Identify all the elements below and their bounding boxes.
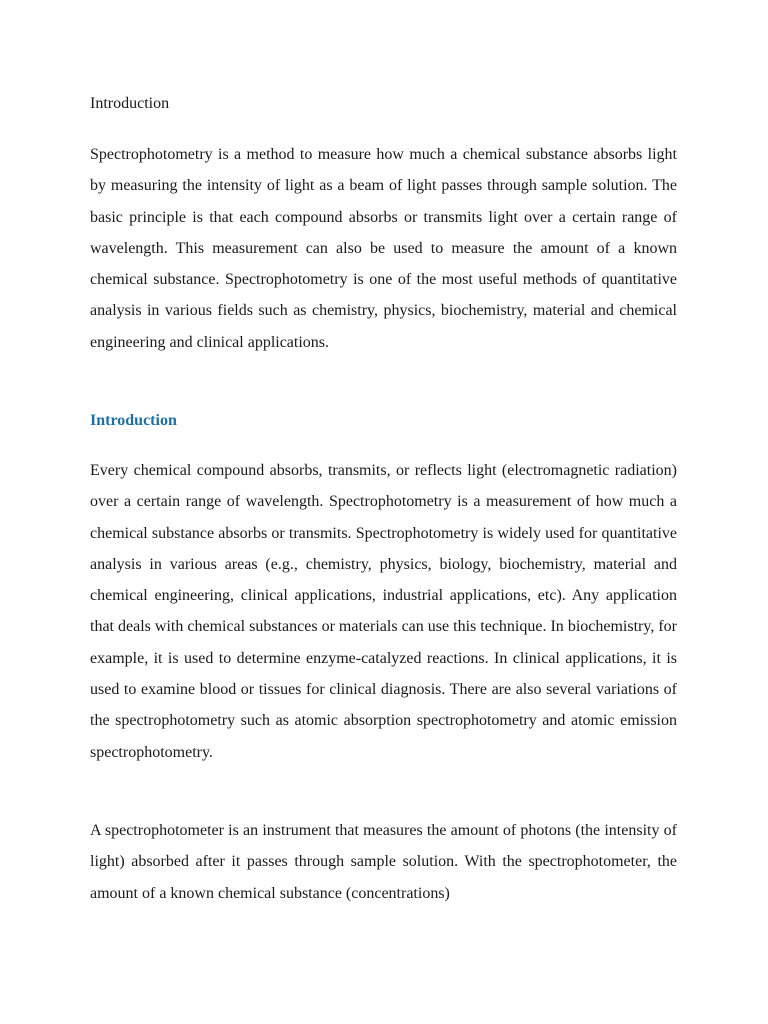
section-heading-plain: Introduction [90, 95, 170, 112]
paragraph-spectrophotometer: A spectrophotometer is an instrument that measures the amount of photons (the intensity of light) absorbed after it passes through sample solution. With the spectrophotometer, the amount of a known chemical substance (concentrations) [90, 822, 677, 902]
paragraph-intro: Spectrophotometry is a method to measure how much a chemical substance absorbs light by measuring the intensity of light as a beam of light passes through sample solution. The basic principle is that each compound absorbs or transmits light over a certain range of wavelength. This measurement can also be used to measure the amount of a known chemical substance. Spectrophotometry is one of the most useful methods of quantitative analysis in various fields such as chemistry, physics, biochemistry, material and chemical engineering and clinical applications. [90, 146, 677, 351]
section-heading-accent: Introduction [90, 412, 177, 429]
paragraph-body: Every chemical compound absorbs, transmits, or reflects light (electromagnetic radiation) over a certain range of wavelength. Spectrophotometry is a measurement of how much a chemical substance absorbs or transmits. Spectrophotometry is widely used for quantitative analysis in various areas (e.g., chemistry, physics, biology, biochemistry, material and chemical engineering, clinical applications, industrial applications, etc). Any application that deals with chemical substances or materials can use this technique. In biochemistry, for example, it is used to determine enzyme-catalyzed reactions. In clinical applications, it is used to examine blood or tissues for clinical diagnosis. There are also several variations of the spectrophotometry such as atomic absorption spectrophotometry and atomic emission spectrophotometry. [90, 462, 677, 761]
